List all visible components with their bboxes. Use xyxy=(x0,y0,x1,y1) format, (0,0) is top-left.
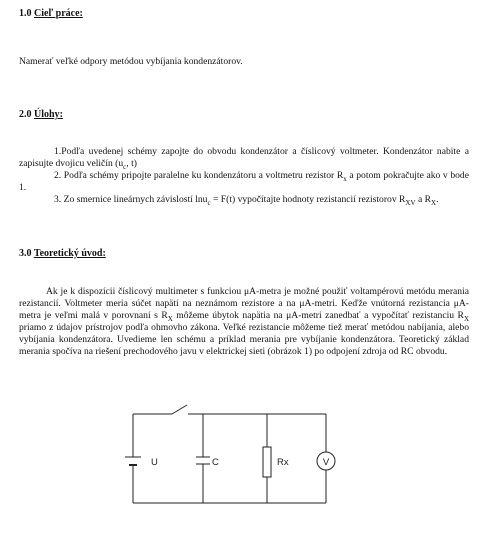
section-title: Cieľ práce xyxy=(34,8,80,19)
task-2: 2. Podľa schémy pripojte paralelne ku kondenzátoru a voltmetru rezistor $R_x$ a potom pokračujte ako v bode 1. xyxy=(19,170,469,193)
section-number: 1.0 xyxy=(19,8,32,19)
section-heading-theory: 3.0 Teoretický úvod: xyxy=(19,248,106,259)
section-heading-tasks: 2.0 Úlohy: xyxy=(19,109,63,120)
resistor-body xyxy=(263,447,271,477)
theory-paragraph: Ak je k dispozícii číslicový multimeter s funkciou μA-metra je možné použiť voltampérovú metódu merania rezistancií. Voltmeter meria súčet napätí na neznámom rezistore a na μA-metri. Keďže vnútorná rezistancia μA-metra je veľmi malá v porovnaní s $R_X$ môžeme úbytok napätia na μA-metri zanedbať a vypočítať rezistanciu $R_X$ priamo z údajov prístrojov podľa ohmovho zákona. Veľké rezistancie môžeme tiež merať metódou nabíjania, alebo vybíjania kondenzátora. Uvedieme len schému a príklad merania pre vybíjanie kondenzátora. Teoretický základ merania spočíva na riešení prechodového javu v elektrickej sieti (obrázok 1) po odpojení zdroja od RC obvodu. xyxy=(19,286,470,357)
section-number: 2.0 xyxy=(19,109,32,120)
voltmeter-label: V xyxy=(322,457,330,468)
section-title: Teoretický úvod xyxy=(33,248,103,259)
section-title: Úlohy xyxy=(34,109,60,120)
section-number: 3.0 xyxy=(19,248,32,259)
capacitor-label: C xyxy=(212,457,219,468)
source-label: U xyxy=(151,457,158,468)
task-1: 1.Podľa uvedenej schémy zapojte do obvodu kondenzátor a číslicový voltmeter. Kondenzátor nabite a zapisujte dvojicu veličín ($u_c$, t) xyxy=(19,146,469,171)
resistor-label: Rx xyxy=(277,457,289,468)
task-3: 3. Zo smernice lineárnych závislostí lnu$_c$ = F(t) vypočítajte hodnoty rezistancií rezistorov $R_{XV}$ a $R_X$. xyxy=(54,194,439,207)
switch-blade xyxy=(172,405,187,414)
section-heading-goal: 1.0 Cieľ práce: xyxy=(19,8,83,19)
goal-text: Namerať veľké odpory metódou vybíjania kondenzátorov. xyxy=(19,56,243,67)
